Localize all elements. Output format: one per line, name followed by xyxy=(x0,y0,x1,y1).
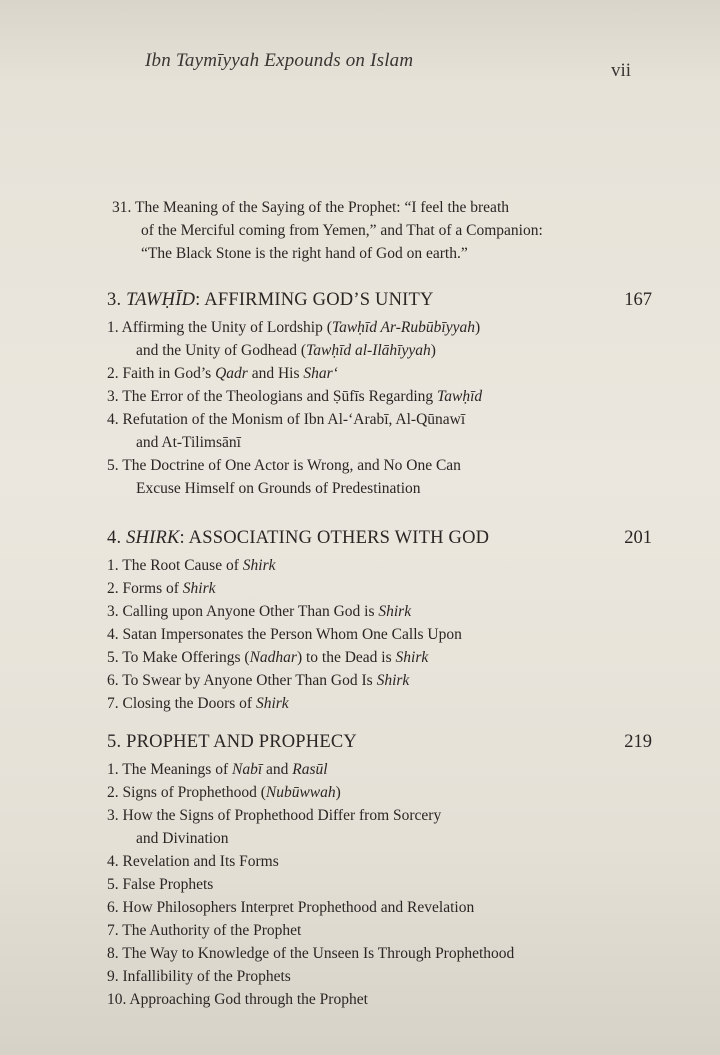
toc-item xyxy=(107,781,652,804)
toc-item-text: 1. Affirming the Unity of Lordship ( xyxy=(107,319,332,336)
toc-item xyxy=(107,827,652,850)
toc-item-text: 2. Signs of Prophethood ( xyxy=(107,784,266,801)
running-header-title: Ibn Taymīyyah Expounds on Islam xyxy=(145,50,414,71)
toc-item xyxy=(107,646,652,669)
toc-item xyxy=(107,477,652,500)
toc-item-text: and Divination xyxy=(136,830,229,847)
chapter-title-italic: TAWḤĪD xyxy=(126,290,196,310)
toc-line: of the Merciful coming from Yemen,” and That of a Companion: xyxy=(141,222,543,239)
toc-item-text: 3. The Error of the Theologians and Ṣūfīs Regarding xyxy=(107,388,438,405)
toc-item-text: 5. False Prophets xyxy=(107,876,214,893)
toc-item-text: 3. Calling upon Anyone Other Than God is xyxy=(107,603,379,620)
toc-item-text: and At-Tilimsānī xyxy=(136,434,241,451)
intro-item xyxy=(112,196,592,265)
toc-item-after: ) xyxy=(474,319,481,336)
toc-item-text: Excuse Himself on Grounds of Predestination xyxy=(136,480,421,497)
toc-item-italic2: Shirk xyxy=(395,649,429,666)
toc-item-italic: Nubūwwah xyxy=(265,784,336,801)
toc-item xyxy=(107,965,652,988)
toc-item-after: ) xyxy=(430,342,436,359)
toc-item xyxy=(107,942,652,965)
toc-line: 31. The Meaning of the Saying of the Prophet: “I feel the breath xyxy=(112,199,509,216)
chapter-heading xyxy=(107,528,652,554)
toc-item xyxy=(107,873,652,896)
toc-item-text: 6. How Philosophers Interpret Prophethood and Revelation xyxy=(107,899,475,916)
toc-item-italic: Shirk xyxy=(376,672,410,689)
toc-item xyxy=(107,692,652,715)
toc-item-text: 8. The Way to Knowledge of the Unseen Is Through Prophethood xyxy=(107,945,515,962)
toc-item-text: 7. The Authority of the Prophet xyxy=(107,922,302,939)
chapter-title-rest: : AFFIRMING GOD’S UNITY xyxy=(195,290,434,310)
chapter-number: 5. xyxy=(107,732,122,752)
toc-item-italic: Nabī xyxy=(231,761,263,778)
chapter-number: 4. xyxy=(107,528,122,548)
chapter-heading xyxy=(107,290,652,316)
toc-item-after: and xyxy=(262,761,293,778)
toc-item xyxy=(107,804,652,827)
chapter-title-rest: PROPHET AND PROPHECY xyxy=(126,732,357,752)
toc-item-italic: Qadr xyxy=(215,365,248,382)
toc-line: “The Black Stone is the right hand of God on earth.” xyxy=(141,245,468,262)
chapter-items xyxy=(107,316,652,500)
toc-item-italic: Tawḥīd Ar-Rubūbīyyah xyxy=(331,319,475,336)
toc-item xyxy=(107,408,652,431)
chapter-title-italic: SHIRK xyxy=(126,528,180,548)
toc-item-italic: Nadhar xyxy=(249,649,297,666)
toc-item-after: ) to the Dead is xyxy=(296,649,396,666)
chapter-title xyxy=(107,528,489,548)
toc-item-italic2: Rasūl xyxy=(292,761,328,778)
toc-item-text: 3. How the Signs of Prophethood Differ from Sorcery xyxy=(107,807,442,824)
chapter-title xyxy=(107,290,434,310)
toc-item xyxy=(107,431,652,454)
toc-item xyxy=(107,385,652,408)
toc-item-text: 2. Forms of xyxy=(107,580,183,597)
toc-item-text: 6. To Swear by Anyone Other Than God Is xyxy=(107,672,377,689)
toc-item-italic: Shirk xyxy=(242,557,276,574)
chapter-page-number: 167 xyxy=(624,290,652,310)
toc-item xyxy=(107,669,652,692)
toc-item-italic: Tawḥīd al-Ilāhīyyah xyxy=(306,342,431,359)
toc-item-after: and His xyxy=(247,365,304,382)
chapter-5 xyxy=(107,732,652,1011)
toc-item-text: 7. Closing the Doors of xyxy=(107,695,256,712)
toc-item xyxy=(107,577,652,600)
toc-item-italic: Shirk xyxy=(255,695,289,712)
toc-item xyxy=(107,896,652,919)
toc-item-text: 4. Refutation of the Monism of Ibn Al-‘Arabī, Al-Qūnawī xyxy=(107,411,466,428)
toc-item-after: ) xyxy=(335,784,341,801)
toc-item-text: 4. Revelation and Its Forms xyxy=(107,853,279,870)
toc-item xyxy=(107,600,652,623)
chapter-title-rest: : ASSOCIATING OTHERS WITH GOD xyxy=(179,528,490,548)
toc-item xyxy=(107,362,652,385)
toc-item xyxy=(107,316,652,339)
toc-item-italic: Shirk xyxy=(378,603,412,620)
toc-item-italic: Shirk xyxy=(182,580,216,597)
chapter-4 xyxy=(107,528,652,715)
toc-item-text: 10. Approaching God through the Prophet xyxy=(107,991,368,1008)
toc-item xyxy=(107,988,652,1011)
toc-item-text: 1. The Root Cause of xyxy=(107,557,243,574)
chapter-number: 3. xyxy=(107,290,122,310)
toc-item xyxy=(107,554,652,577)
toc-item xyxy=(107,850,652,873)
toc-item-italic: Tawḥīd xyxy=(437,388,483,405)
chapter-heading xyxy=(107,732,652,758)
toc-item-text: 2. Faith in God’s xyxy=(107,365,216,382)
page-number: vii xyxy=(611,60,632,81)
toc-item-text: 1. The Meanings of xyxy=(107,761,232,778)
toc-item-text: 9. Infallibility of the Prophets xyxy=(107,968,291,985)
chapter-3 xyxy=(107,290,652,500)
chapter-items xyxy=(107,758,652,1011)
toc-item xyxy=(107,339,652,362)
chapter-title xyxy=(107,732,357,752)
toc-item xyxy=(107,758,652,781)
toc-item xyxy=(107,919,652,942)
toc-item-text: 5. To Make Offerings ( xyxy=(107,649,250,666)
toc-item-italic2: Shar‘ xyxy=(303,365,338,382)
toc-item-text: 5. The Doctrine of One Actor is Wrong, and No One Can xyxy=(107,457,461,474)
toc-item xyxy=(107,454,652,477)
toc-item-text: 4. Satan Impersonates the Person Whom One Calls Upon xyxy=(107,626,462,643)
chapter-page-number: 201 xyxy=(624,528,652,548)
toc-item xyxy=(107,623,652,646)
chapter-page-number: 219 xyxy=(624,732,652,752)
chapter-items xyxy=(107,554,652,715)
toc-item-text: and the Unity of Godhead ( xyxy=(136,342,307,359)
